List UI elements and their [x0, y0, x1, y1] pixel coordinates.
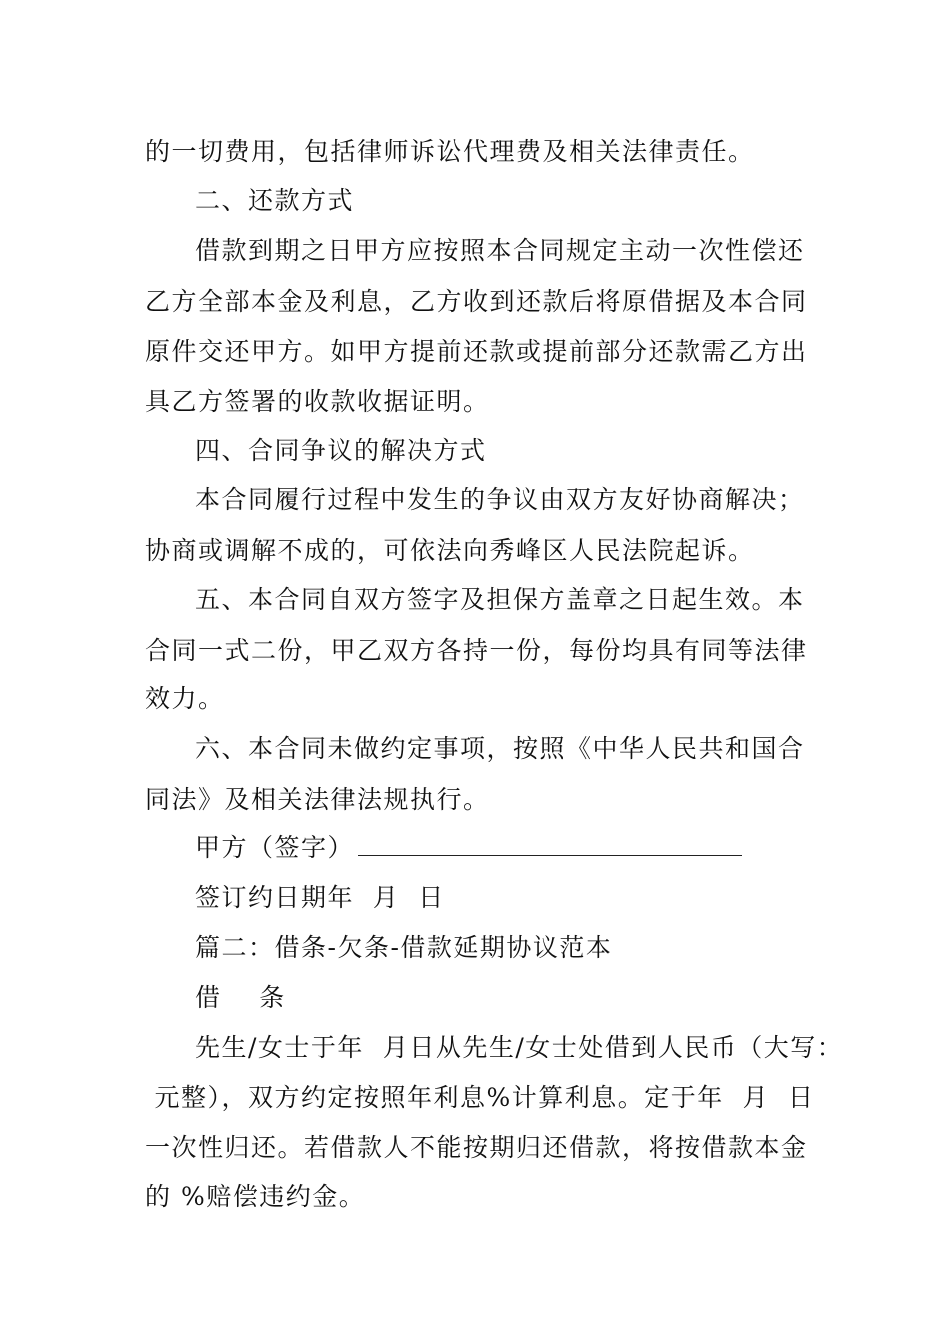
text-line: 协商或调解不成的，可依法向秀峰区人民法院起诉。	[145, 536, 755, 565]
text-line: 的一切费用，包括律师诉讼代理费及相关法律责任。	[145, 137, 755, 166]
text-line: 元整），双方约定按照年利息%计算利息。定于年 月 日	[145, 1083, 815, 1112]
section-heading: 四、合同争议的解决方式	[195, 436, 487, 465]
text-line: 原件交还甲方。如甲方提前还款或提前部分还款需乙方出	[145, 337, 808, 366]
date-line: 签订约日期年 月 日	[195, 883, 445, 912]
text-line: 同法》及相关法律法规执行。	[145, 785, 490, 814]
section-heading: 篇二：借条-欠条-借款延期协议范本	[195, 933, 613, 962]
section-heading: 二、还款方式	[195, 186, 355, 215]
text-line: 五、本合同自双方签字及担保方盖章之日起生效。本	[195, 585, 805, 614]
text-line: 具乙方签署的收款收据证明。	[145, 387, 490, 416]
signature-label: 甲方（签字）	[195, 833, 355, 862]
signature-row	[195, 832, 742, 864]
text-line: 先生/女士于年 月日从先生/女士处借到人民币（大写：	[195, 1033, 844, 1062]
text-line: 的 %赔偿违约金。	[145, 1182, 366, 1211]
text-line: 合同一式二份，甲乙双方各持一份，每份均具有同等法律	[145, 636, 808, 665]
text-line: 乙方全部本金及利息，乙方收到还款后将原借据及本合同	[145, 287, 808, 316]
text-line: 效力。	[145, 684, 225, 713]
text-line: 借款到期之日甲方应按照本合同规定主动一次性偿还	[195, 236, 805, 265]
text-line: 六、本合同未做约定事项，按照《中华人民共和国合	[195, 734, 805, 763]
text-line: 本合同履行过程中发生的争议由双方友好协商解决；	[195, 485, 805, 514]
text-line: 一次性归还。若借款人不能按期归还借款，将按借款本金	[145, 1133, 808, 1162]
document-title: 借 条	[195, 983, 286, 1012]
signature-blank-line	[358, 833, 742, 856]
